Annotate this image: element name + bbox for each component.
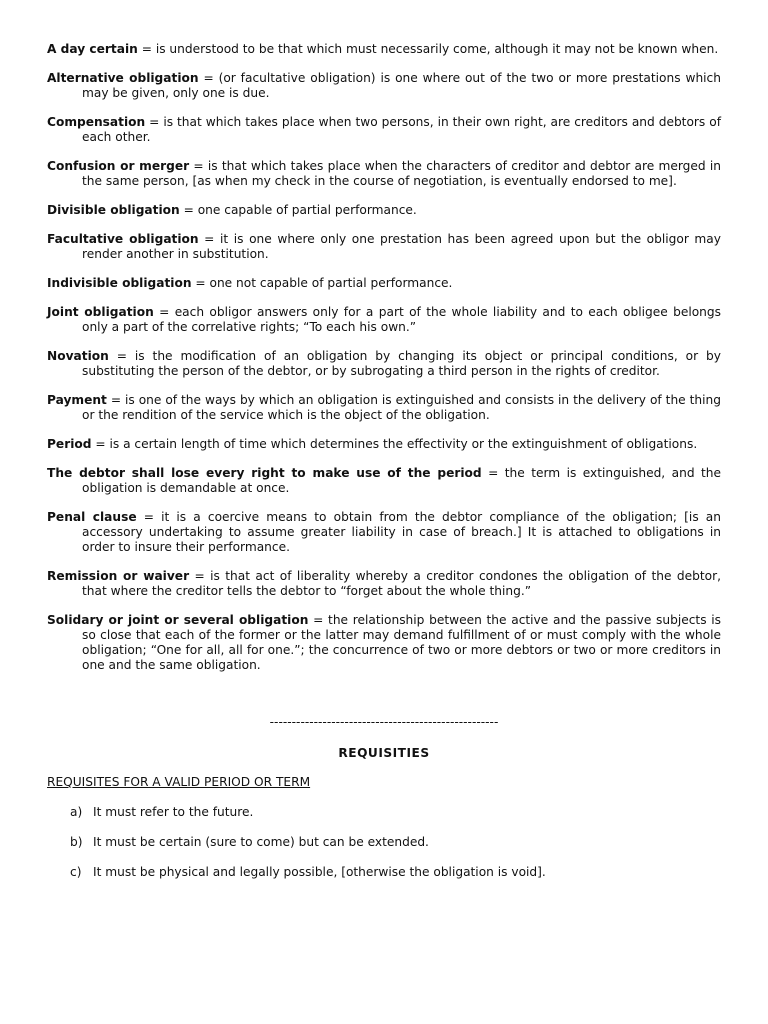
- definition-text: it is one where only one prestation has been agreed upon but the obligor may render another in substitution.: [82, 232, 721, 261]
- definition-separator: =: [153, 305, 175, 319]
- definition-item: [47, 437, 721, 452]
- requisite-text: It must be physical and legally possible, [otherwise the obligation is void].: [93, 865, 546, 879]
- definition-term: Confusion or merger: [47, 159, 190, 173]
- definition-text: it is a coercive means to obtain from the debtor compliance of the obligation; [is an accessory undertaking to assume greater liability in case of breach.] It is attached to obligations in order to insure their performance.: [82, 510, 722, 554]
- definition-term: Indivisible obligation: [47, 276, 192, 290]
- definition-separator: =: [145, 115, 164, 129]
- definition-text: is one of the ways by which an obligation is extinguished and consists in the delivery of the thing or the rendition of the service which is the object of the obligation.: [82, 393, 721, 422]
- requisite-marker: a): [70, 805, 83, 819]
- subsection-heading: REQUISITES FOR A VALID PERIOD OR TERM: [47, 775, 311, 789]
- requisite-item: [70, 805, 721, 820]
- definition-separator: =: [481, 466, 505, 480]
- definition-text: is a certain length of time which determines the effectivity or the extinguishment of obligations.: [109, 437, 698, 451]
- definition-separator: =: [308, 613, 329, 627]
- definition-separator: =: [198, 232, 220, 246]
- definition-text: each obligor answers only for a part of the whole liability and to each obligee belongs only a part of the correlative rights; “To each his own.”: [82, 305, 721, 334]
- definition-item: [47, 510, 721, 555]
- definition-term: A day certain: [47, 42, 138, 56]
- definition-term: Penal clause: [47, 510, 137, 524]
- definition-item: [47, 203, 721, 218]
- definition-term: Remission or waiver: [47, 569, 190, 583]
- definitions-list: [47, 42, 721, 673]
- definition-term: Joint obligation: [47, 305, 154, 319]
- definition-text: one capable of partial performance.: [197, 203, 417, 217]
- definition-item: [47, 393, 721, 423]
- requisites-list: [47, 805, 721, 880]
- definition-term: Compensation: [47, 115, 146, 129]
- section-title: REQUISITIES: [338, 746, 430, 760]
- definition-text: (or facultative obligation) is one where out of the two or more prestations which may be given, only one is due.: [82, 71, 721, 100]
- definition-term: Solidary or joint or several obligation: [47, 613, 309, 627]
- definition-separator: =: [179, 203, 198, 217]
- definition-text: one not capable of partial performance.: [209, 276, 453, 290]
- definition-separator: =: [106, 393, 125, 407]
- definition-text: is understood to be that which must necessarily come, although it may not be known when.: [155, 42, 719, 56]
- definition-item: [47, 71, 721, 101]
- definition-item: [47, 305, 721, 335]
- definition-item: [47, 466, 721, 496]
- definition-separator: =: [137, 42, 156, 56]
- definition-item: [47, 232, 721, 262]
- definition-separator: =: [91, 437, 110, 451]
- definition-item: [47, 42, 721, 57]
- requisite-item: [70, 865, 721, 880]
- definition-text: the term is extinguished, and the obligation is demandable at once.: [82, 466, 721, 495]
- definition-separator: =: [189, 159, 208, 173]
- definition-item: [47, 276, 721, 291]
- definition-term: The debtor shall lose every right to make use of the period: [47, 466, 482, 480]
- definition-term: Novation: [47, 349, 109, 363]
- definition-text: is that act of liberality whereby a creditor condones the obligation of the debtor, that where the creditor tells the debtor to “forget about the whole thing.”: [82, 569, 722, 598]
- requisite-marker: b): [70, 835, 83, 849]
- definition-text: is that which takes place when two persons, in their own right, are creditors and debtors of each other.: [82, 115, 721, 144]
- definition-term: Alternative obligation: [47, 71, 199, 85]
- definition-separator: =: [136, 510, 162, 524]
- definition-separator: =: [108, 349, 135, 363]
- definition-text: is the modification of an obligation by changing its object or principal conditions, or by substituting the person of the debtor, or by subrogating a third person in the rights of creditor.: [82, 349, 721, 378]
- definition-separator: =: [189, 569, 211, 583]
- definition-separator: =: [191, 276, 210, 290]
- definition-term: Facultative obligation: [47, 232, 199, 246]
- document-page: [47, 42, 721, 895]
- definition-text: the relationship between the active and the passive subjects is so close that each of the former or the latter may demand fulfillment of or must comply with the whole obligation; “One for all, all for one.”; the concurrence of two or more debtors or two or more creditors in one and the same obligation.: [82, 613, 722, 672]
- section-divider: ----------------------------------------------------: [269, 715, 499, 729]
- definition-item: [47, 349, 721, 379]
- definition-term: Payment: [47, 393, 107, 407]
- requisite-marker: c): [70, 865, 82, 879]
- definition-item: [47, 613, 721, 673]
- requisite-item: [70, 835, 721, 850]
- definition-separator: =: [198, 71, 219, 85]
- definition-item: [47, 115, 721, 145]
- definition-term: Period: [47, 437, 92, 451]
- requisite-text: It must be certain (sure to come) but can be extended.: [93, 835, 429, 849]
- requisite-text: It must refer to the future.: [93, 805, 254, 819]
- definition-item: [47, 569, 721, 599]
- definition-text: is that which takes place when the characters of creditor and debtor are merged in the same person, [as when my check in the course of negotiation, is eventually endorsed to me].: [82, 159, 721, 188]
- definition-item: [47, 159, 721, 189]
- definition-term: Divisible obligation: [47, 203, 180, 217]
